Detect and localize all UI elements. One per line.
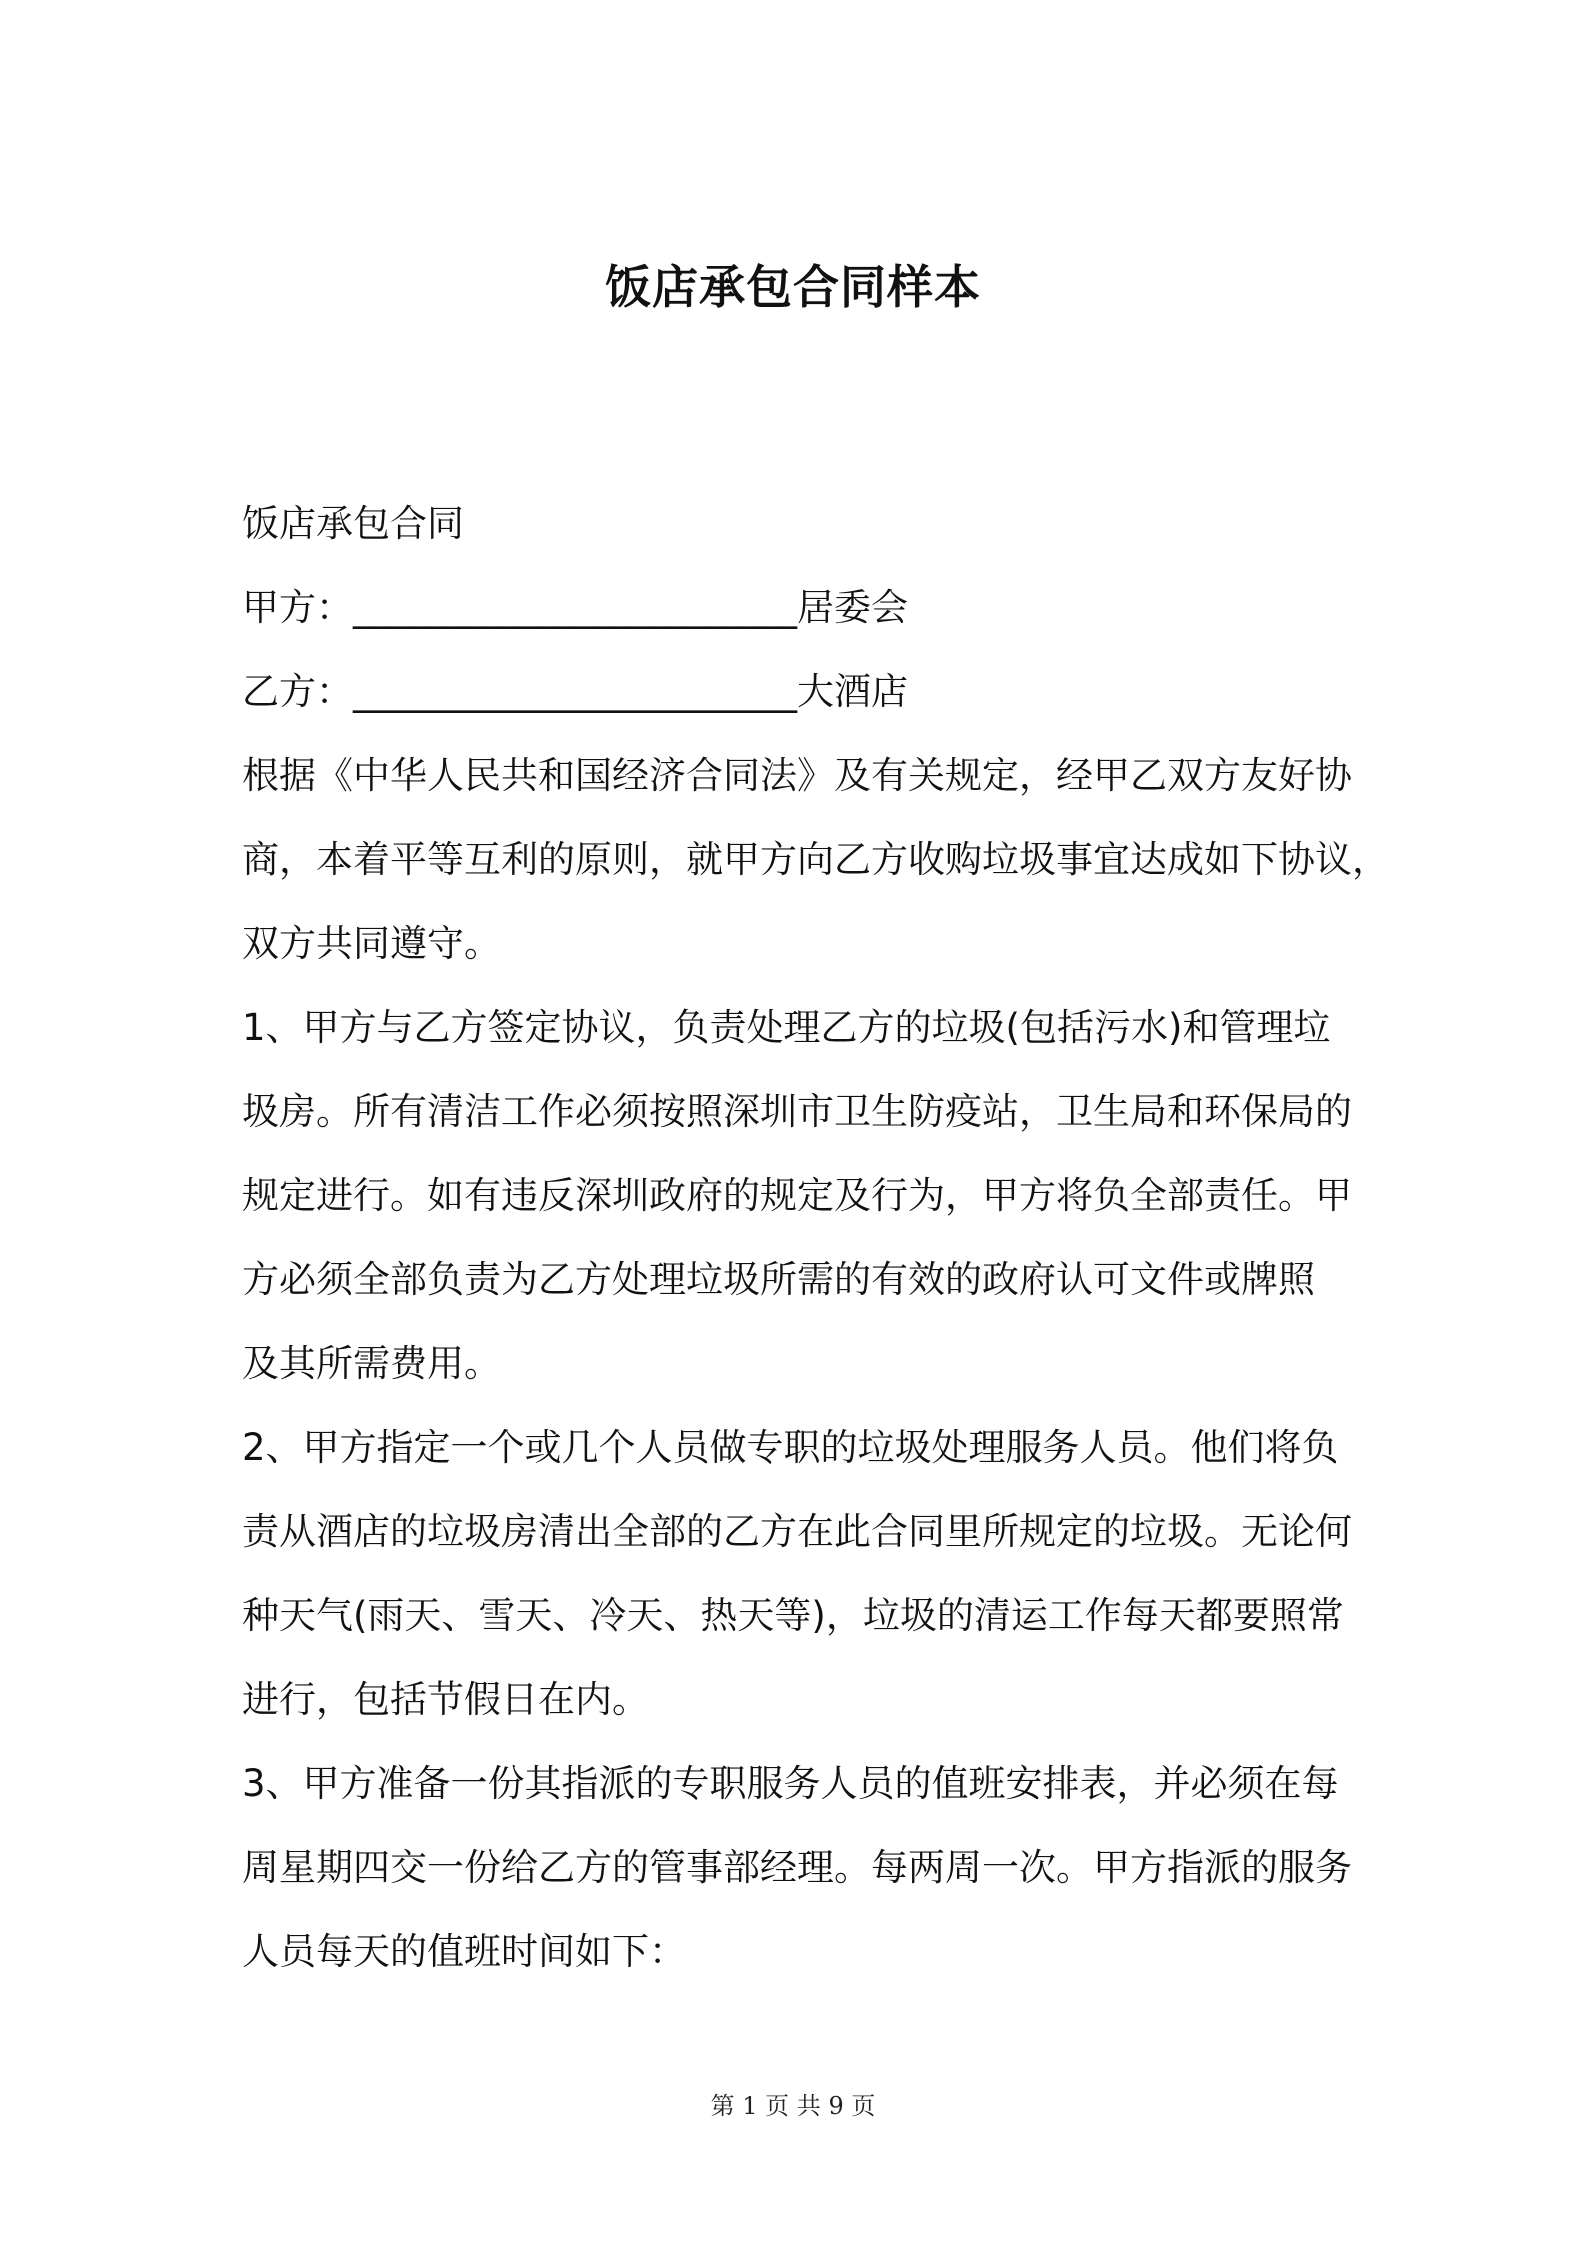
paragraph-line: 商，本着平等互利的原则，就甲方向乙方收购垃圾事宜达成如下协议， (242, 838, 1389, 881)
intro-paragraph (242, 734, 1389, 986)
party-a-line: 甲方：________________________居委会 (242, 586, 908, 629)
paragraph-line: 根据《中华人民共和国经济合同法》及有关规定，经甲乙双方友好协 (242, 754, 1352, 797)
paragraph-line: 3、甲方准备一份其指派的专职服务人员的值班安排表，并必须在每 (242, 1762, 1339, 1805)
clause-3 (242, 1742, 1354, 1994)
paragraph-line: 圾房。所有清洁工作必须按照深圳市卫生防疫站，卫生局和环保局的 (242, 1090, 1352, 1133)
party-b-line: 乙方：________________________大酒店 (242, 670, 908, 713)
paragraph-line: 种天气(雨天、雪天、冷天、热天等)，垃圾的清运工作每天都要照常 (242, 1594, 1344, 1637)
paragraph-line: 双方共同遵守。 (242, 922, 501, 965)
paragraph-line: 及其所需费用。 (242, 1342, 501, 1385)
paragraph-line: 责从酒店的垃圾房清出全部的乙方在此合同里所规定的垃圾。无论何 (242, 1510, 1352, 1553)
paragraph-line: 1、甲方与乙方签定协议，负责处理乙方的垃圾(包括污水)和管理垃 (242, 1006, 1331, 1049)
document-title: 饭店承包合同样本 (605, 260, 981, 314)
paragraph-line: 方必须全部负责为乙方处理垃圾所需的有效的政府认可文件或牌照 (242, 1258, 1315, 1301)
paragraph-line: 规定进行。如有违反深圳政府的规定及行为，甲方将负全部责任。甲 (242, 1174, 1352, 1217)
paragraph-line: 进行，包括节假日在内。 (242, 1678, 649, 1721)
clause-1 (242, 986, 1354, 1406)
paragraph-line: 周星期四交一份给乙方的管事部经理。每两周一次。甲方指派的服务 (242, 1846, 1352, 1889)
contract-heading: 饭店承包合同 (242, 502, 464, 545)
clause-2 (242, 1406, 1354, 1742)
paragraph-line: 人员每天的值班时间如下： (242, 1930, 686, 1973)
document-body (242, 482, 1389, 1994)
paragraph-line: 2、甲方指定一个或几个人员做专职的垃圾处理服务人员。他们将负 (242, 1426, 1339, 1469)
page-number-footer: 第 1 页 共 9 页 (710, 2092, 876, 2120)
